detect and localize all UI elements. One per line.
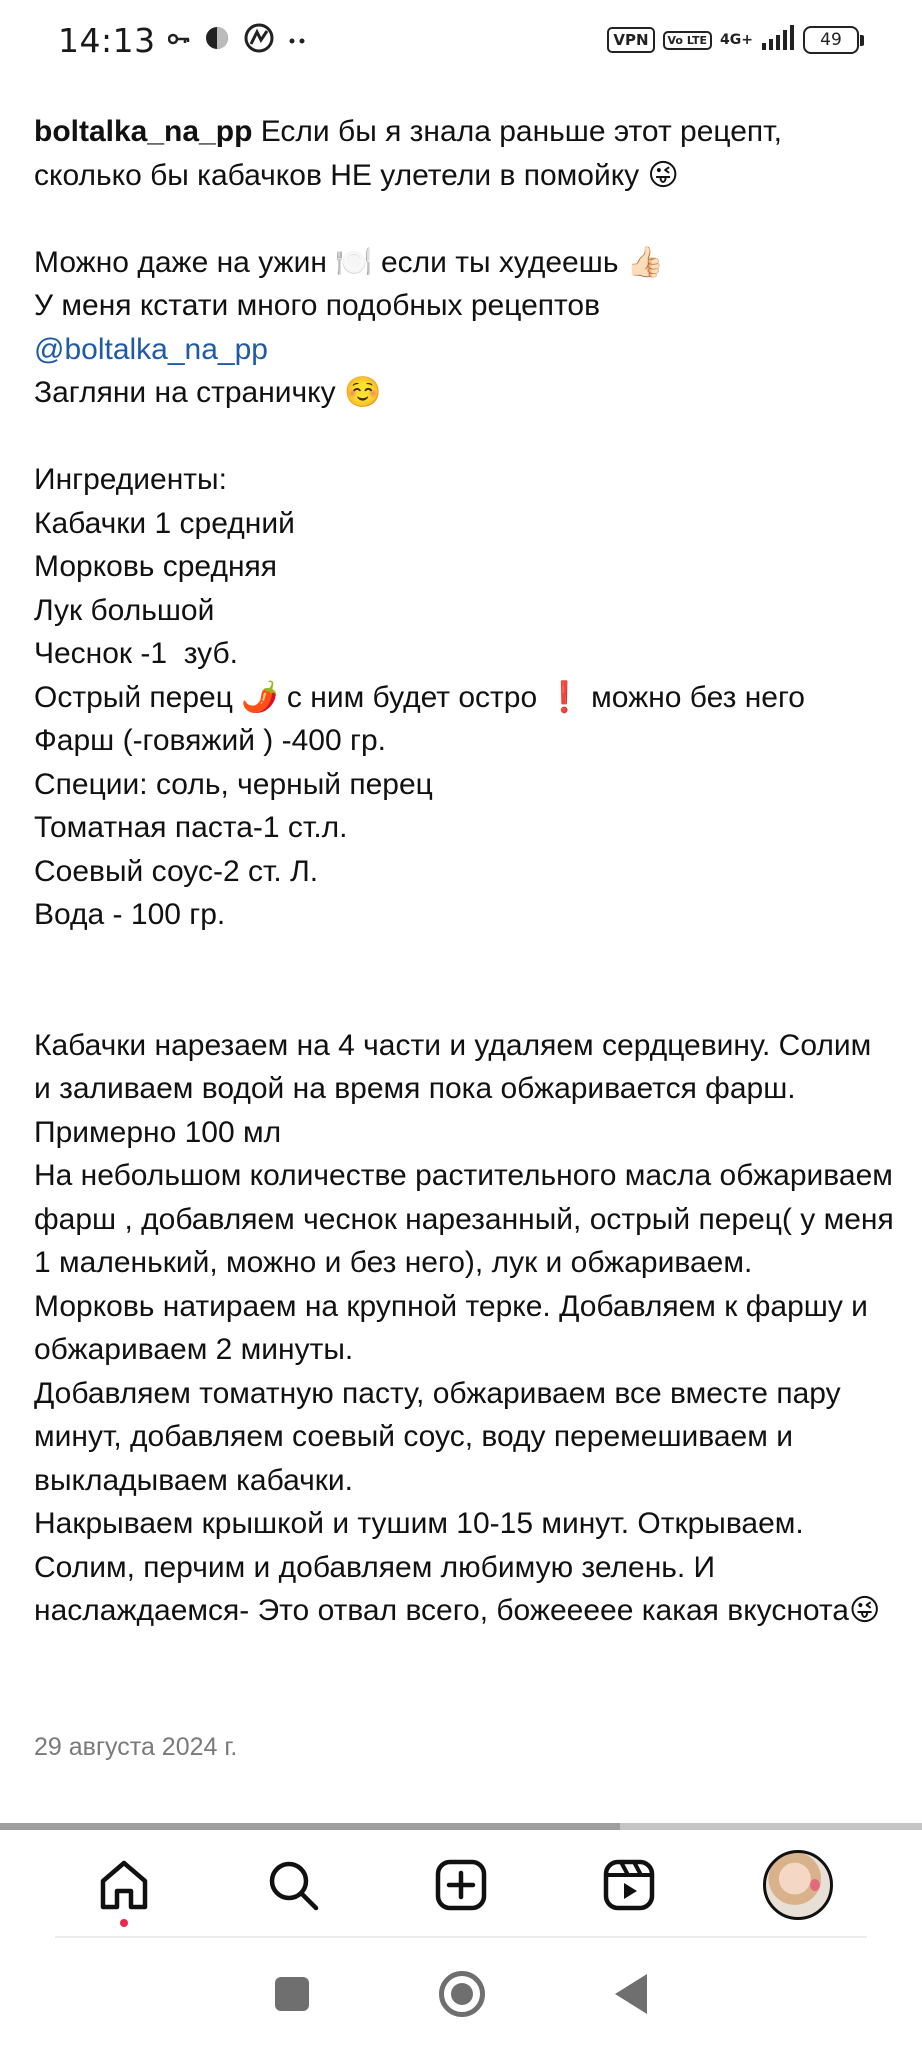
recipe-step: На небольшом количестве растительного масла обжариваем фарш , добавляем чеснок нарезанный, острый перец( у меня 1 маленький, можно и без него), лук и обжариваем. <box>34 1159 903 1279</box>
more-dots-icon <box>288 31 308 50</box>
ingredient-item: Соевый соус-2 ст. Л. <box>34 854 319 888</box>
ingredient-item: Фарш (-говяжий ) -400 гр. <box>34 724 386 757</box>
bottom-tab-bar <box>0 1830 922 1940</box>
search-icon <box>265 1857 321 1913</box>
caption-line-recipes: У меня кстати много подобных рецептов <box>34 289 601 322</box>
post-date: 29 августа 2024 г. <box>34 1733 238 1761</box>
blank-line <box>34 415 894 459</box>
battery-tip <box>860 35 864 46</box>
vpn-shield-icon <box>204 25 230 55</box>
status-right-icons <box>607 25 864 55</box>
volte-badge: Vo LTE <box>663 31 713 50</box>
notification-dot <box>120 1919 128 1927</box>
scroll-divider <box>0 1823 922 1830</box>
battery-level: 49 <box>803 26 859 54</box>
reels-icon <box>601 1857 657 1913</box>
vpn-badge: VPN <box>607 27 654 53</box>
home-icon <box>96 1857 152 1913</box>
recipe-step: Кабачки нарезаем на 4 части и удаляем сердцевину. Солим и заливаем водой на время пока обжаривается фарш. Примерно 100 мл <box>34 1028 880 1149</box>
ingredient-item: Вода - 100 гр. <box>34 898 226 931</box>
system-nav-bar <box>0 1940 922 2048</box>
blank-line <box>34 197 894 241</box>
system-separator <box>55 1936 867 1938</box>
ingredient-item: Острый перец 🌶️ с ним будет остро ❗ можно без него <box>34 680 805 714</box>
post-caption <box>34 110 903 1633</box>
back-icon[interactable] <box>615 1974 647 2014</box>
recent-apps-icon[interactable] <box>275 1977 309 2011</box>
ingredient-item: Кабачки 1 средний <box>34 506 295 540</box>
post-username[interactable]: boltalka_na_pp <box>34 115 253 148</box>
app-logo-icon <box>244 23 274 57</box>
tab-search[interactable] <box>238 1835 348 1935</box>
network-type: 4G+ <box>720 32 753 48</box>
tab-home[interactable] <box>69 1835 179 1935</box>
tab-create[interactable] <box>406 1835 516 1935</box>
ingredients-title: Ингредиенты: <box>34 463 227 496</box>
caption-line-visit: Загляни на страничку ☺️ <box>34 376 382 409</box>
ingredient-item: Чеснок -1 зуб. <box>34 637 239 670</box>
tab-reels[interactable] <box>574 1835 684 1935</box>
signal-icon <box>761 25 795 55</box>
key-icon <box>168 31 190 50</box>
home-nav-icon[interactable] <box>439 1971 485 2017</box>
recipe-step: Накрываем крышкой и тушим 10-15 минут. Открываем. Солим, перчим и добавляем любимую зелень. И наслаждаемся- Это отвал всего, божеееее какая вкуснота😜 <box>34 1507 881 1627</box>
mention-link[interactable]: @boltalka_na_pp <box>34 332 268 366</box>
ingredient-item: Лук большой <box>34 593 215 627</box>
blank-line <box>34 937 894 981</box>
ingredient-item: Томатная паста-1 ст.л. <box>34 811 348 844</box>
blank-line <box>34 980 894 1024</box>
recipe-step: Добавляем томатную пасту, обжариваем все вместе пару минут, добавляем соевый соус, воду перемешиваем и выкладываем кабачки. <box>34 1376 849 1497</box>
caption-line-dinner: Можно даже на ужин 🍽️ если ты худеешь 👍🏻 <box>34 245 665 279</box>
status-bar <box>0 0 922 80</box>
status-time: 14:13 <box>58 20 156 60</box>
ingredient-item: Специи: соль, черный перец <box>34 767 433 801</box>
caption-intro-text: Если бы я знала раньше этот рецепт, сколько бы кабачков НЕ улетели в помойку 😜 <box>34 115 791 192</box>
status-left-icons <box>168 23 308 57</box>
ingredient-item: Морковь средняя <box>34 550 278 583</box>
recipe-step: Морковь натираем на крупной терке. Добавляем к фаршу и обжариваем 2 минуты. <box>34 1289 877 1366</box>
battery-icon <box>803 26 864 54</box>
caption-intro <box>34 110 894 197</box>
tab-profile[interactable] <box>743 1835 853 1935</box>
profile-avatar <box>763 1850 833 1920</box>
home-nav-inner <box>451 1983 473 2005</box>
create-post-icon <box>433 1857 489 1913</box>
